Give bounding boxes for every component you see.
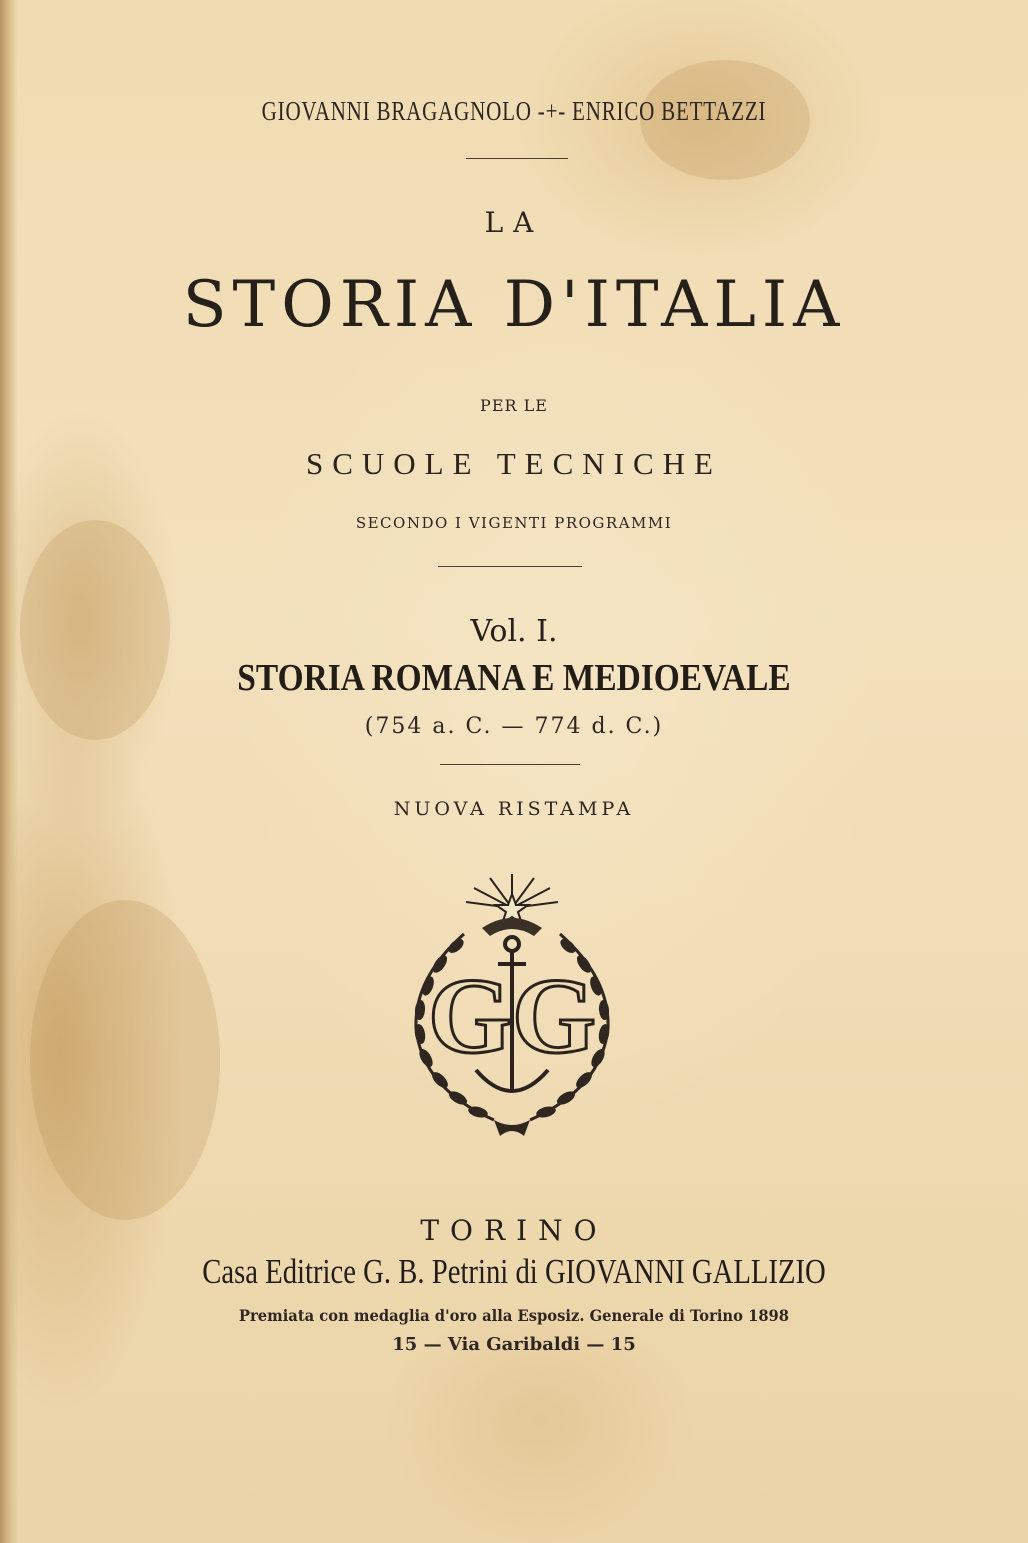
target-schools: SCUOLE TECNICHE [305, 446, 722, 481]
book-title: STORIA D'ITALIA [182, 268, 846, 342]
publisher-emblem-icon [394, 868, 630, 1144]
publisher: Casa Editrice G. B. Petrini di GIOVANNI GALLIZIO [202, 1252, 826, 1291]
programs-note: SECONDO I VIGENTI PROGRAMMI [355, 514, 673, 532]
divider-rule [438, 566, 582, 567]
date-range: (754 a. C. — 774 d. C.) [364, 714, 664, 739]
volume-subtitle: STORIA ROMANA E MEDIOEVALE [237, 657, 791, 699]
volume-number: Vol. I. [470, 614, 558, 649]
star-icon [466, 874, 558, 936]
divider-rule [466, 158, 568, 159]
award-note: Premiata con medaglia d'oro alla Esposiz. Generale di Torino 1898 [238, 1306, 790, 1325]
authors: GIOVANNI BRAGAGNOLO -+- ENRICO BETTAZZI [261, 96, 767, 126]
edition-note: NUOVA RISTAMPA [393, 798, 635, 820]
title-article: LA [484, 206, 544, 239]
emblem-monogram: GG [427, 957, 597, 1076]
divider-rule [440, 764, 580, 765]
water-stain [30, 900, 220, 1220]
per-le: PER LE [480, 396, 548, 415]
publisher-address: 15 — Via Garibaldi — 15 [392, 1334, 636, 1355]
city: TORINO [420, 1214, 608, 1247]
